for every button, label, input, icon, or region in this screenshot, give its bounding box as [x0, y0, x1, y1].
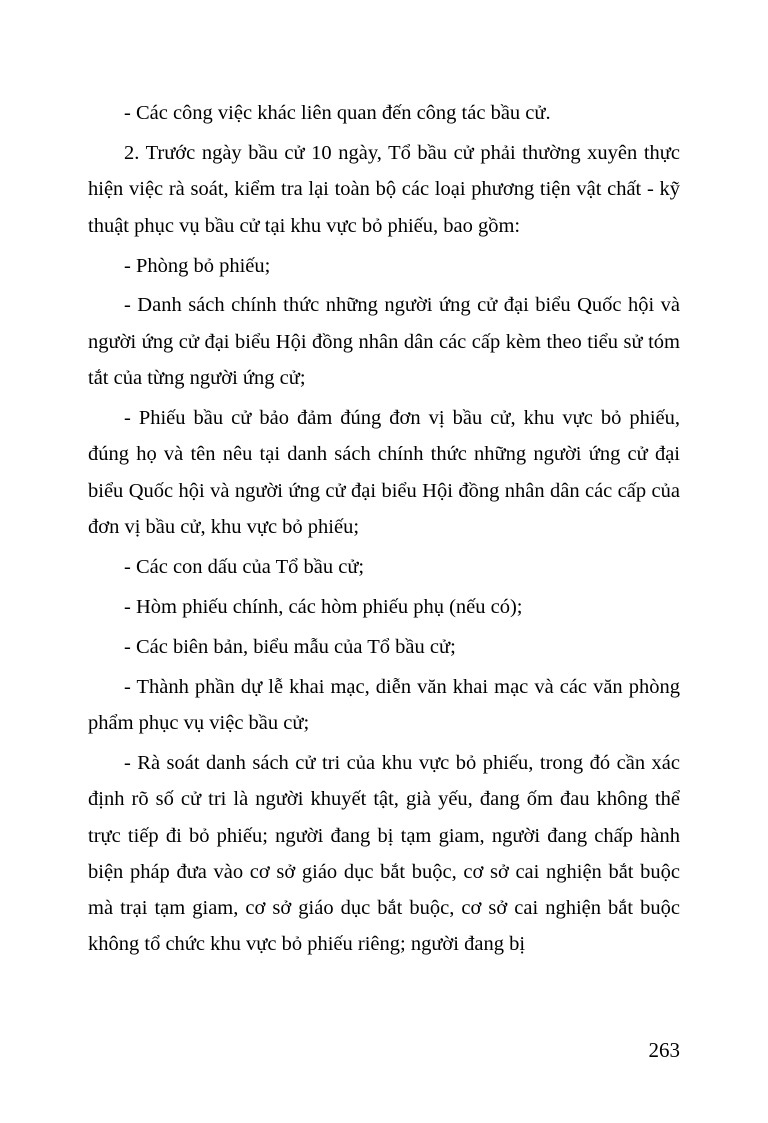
paragraph: - Hòm phiếu chính, các hòm phiếu phụ (nếu có);	[124, 595, 523, 618]
paragraph: - Các con dấu của Tổ bầu cử;	[124, 555, 365, 578]
page-number: 263	[648, 1038, 680, 1062]
paragraph: - Danh sách chính thức những người ứng cử đại biểu Quốc hội và người ứng cử đại biểu Hội đồng nhân dân các cấp kèm theo tiểu sử tóm tắt của từng người ứng cử;	[88, 294, 680, 390]
paragraph: - Các biên bản, biểu mẫu của Tổ bầu cử;	[124, 635, 456, 658]
page-body	[88, 95, 680, 963]
paragraph: - Các công việc khác liên quan đến công tác bầu cử.	[124, 102, 551, 124]
paragraph: - Thành phần dự lễ khai mạc, diễn văn khai mạc và các văn phòng phẩm phục vụ việc bầu cử;	[88, 675, 680, 734]
paragraph: - Phòng bỏ phiếu;	[124, 254, 271, 277]
paragraph: - Rà soát danh sách cử tri của khu vực bỏ phiếu, trong đó cần xác định rõ số cử tri là người khuyết tật, già yếu, đang ốm đau không thể trực tiếp đi bỏ phiếu; người đang bị tạm giam, người đang chấp hành biện pháp đưa vào cơ sở giáo dục bắt buộc, cơ sở cai nghiện bắt buộc mà trại tạm giam, cơ sở giáo dục bắt buộc, cơ sở cai nghiện bắt buộc không tổ chức khu vực bỏ phiếu riêng; người đang bị	[88, 751, 680, 956]
paragraph: - Phiếu bầu cử bảo đảm đúng đơn vị bầu cử, khu vực bỏ phiếu, đúng họ và tên nêu tại danh sách chính thức những người ứng cử đại biểu Quốc hội và người ứng cử đại biểu Hội đồng nhân dân các cấp của đơn vị bầu cử, khu vực bỏ phiếu;	[88, 407, 680, 538]
paragraph: 2. Trước ngày bầu cử 10 ngày, Tổ bầu cử phải thường xuyên thực hiện việc rà soát, kiểm tra lại toàn bộ các loại phương tiện vật chất - kỹ thuật phục vụ bầu cử tại khu vực bỏ phiếu, bao gồm:	[88, 141, 680, 237]
